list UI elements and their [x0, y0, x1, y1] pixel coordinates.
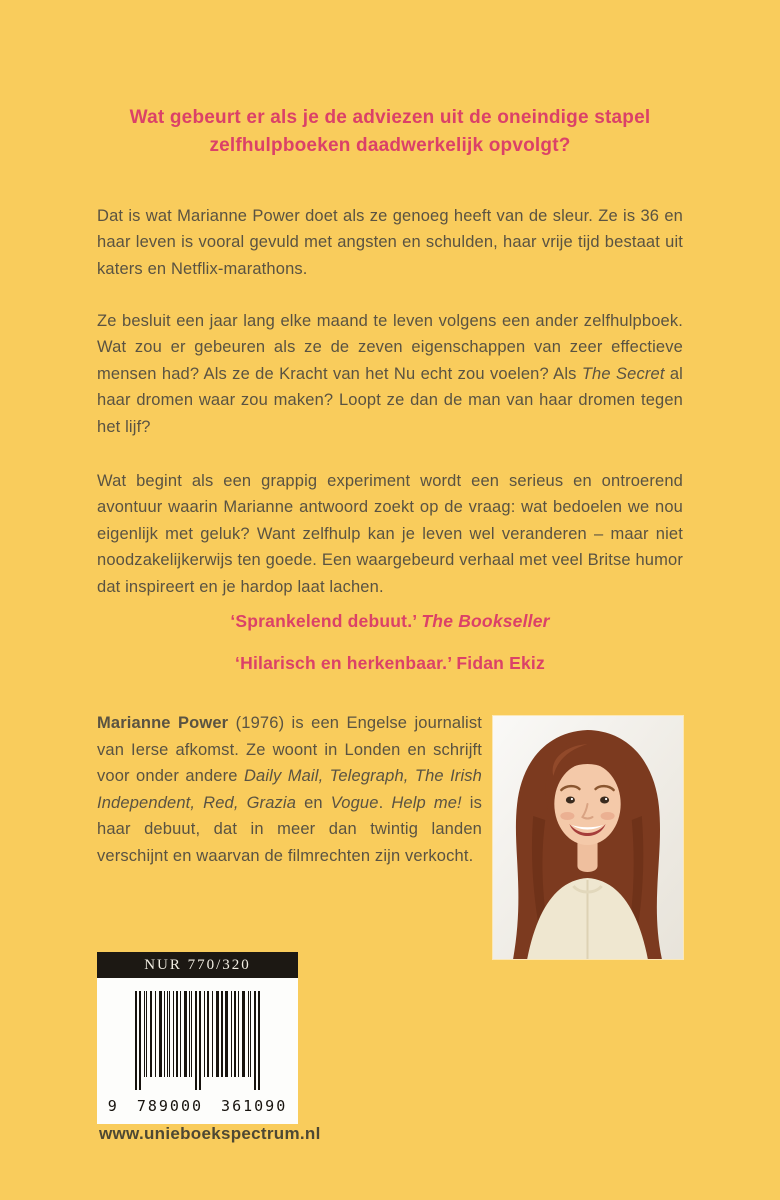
barcode-panel — [97, 978, 298, 1124]
blurb-paragraph-3: Wat begint als een grappig experiment wordt een serieus en ontroerend avontuur waarin Marianne antwoord zoekt op de vraag: wat bedoelen we nou eigenlijk met geluk? Want zelfhulp kan je leven wel veranderen – maar niet noodzakelijkerwijs ten goede. Een waargebeurd verhaal met veel Britse humor dat inspireert en je hardop laat lachen. — [97, 471, 683, 596]
blurb-paragraph-2: Ze besluit een jaar lang elke maand te leven volgens een ander zelfhulpboek. Wat zou er gebeuren als ze de zeven eigenschappen van zeer effectieve mensen had? Als ze de Kracht van het Nu echt zou voelen? Als The Secret al haar dromen waar zou maken? Loopt ze dan de man van haar dromen tegen het lijf? — [97, 311, 683, 436]
isbn-number: 9 789000 361090 — [107, 1097, 288, 1115]
tagline-heading — [97, 104, 683, 160]
review-quotes — [97, 608, 683, 692]
ean-barcode — [135, 991, 260, 1090]
author-section — [97, 710, 683, 959]
author-photo — [493, 716, 683, 959]
nur-label: NUR 770/320 — [97, 952, 298, 978]
review-quote-bookseller: ‘Sprankelend debuut.’ The Bookseller — [230, 611, 550, 631]
blurb-paragraph-1: Dat is wat Marianne Power doet als ze genoeg heeft van de sleur. Ze is 36 en haar leven is vooral gevuld met angsten en schulden, haar vrije tijd bestaat uit katers en Netflix-marathons. — [97, 206, 683, 278]
tagline-line-1: Wat gebeurt er als je de adviezen uit de oneindige stapel — [129, 107, 651, 128]
author-bio: Marianne Power (1976) is een Engelse journalist van Ierse afkomst. Ze woont in Londen en schrijft voor onder andere Daily Mail, Telegraph, The Irish Independent, Red, Grazia en Vogue. Help me! is haar debuut, dat in meer dan twintig landen verschijnt en waarvan de filmrechten zijn verkocht. — [97, 714, 483, 865]
barcode-block — [97, 952, 298, 1124]
publisher-website-url: www.unieboekspectrum.nl — [99, 1124, 321, 1143]
review-quote-fidan-ekiz: ‘Hilarisch en herkenbaar.’ Fidan Ekiz — [235, 653, 545, 673]
tagline-line-2: zelfhulpboeken daadwerkelijk opvolgt? — [209, 135, 571, 156]
author-portrait-illustration — [493, 716, 683, 959]
